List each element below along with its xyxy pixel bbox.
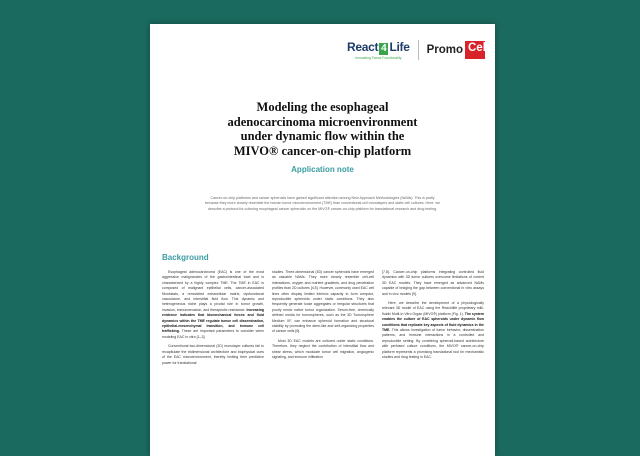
abstract-text: Cancer-on-chip platforms and cancer spheroids have gained significant attention among New Approach Methodologies (NAMs). This is partly because they more closely resemble the human tumor microenvironment (TME) than conventional cell monolayers and static cell cultures. Here, we describe a protocol for culturing esophageal cancer spheroids on the MIVO® cancer-on-chip platform for translational research and drug testing.	[205, 196, 440, 211]
title-line-4: MIVO® cancer-on-chip platform	[233, 143, 412, 158]
promocell-logo	[426, 41, 490, 59]
title-line-2: adenocarcinoma microenvironment	[227, 114, 418, 129]
paragraph: Conventional two-dimensional (2D) monolayer cultures fail to recapitulate the tridimensional architecture and biophysical cues of the EAC microenvironment, thereby limiting their predictive power for translational	[162, 344, 264, 365]
document-title	[150, 100, 495, 158]
paragraph: [7,8]. Cancer-on-chip platforms integrating controlled fluid dynamics with 3D tumor cultures overcome limitations of current 3D EAC models. They have emerged as advanced NAMs capable of bridging the gap between conventional in vitro assays and in vivo models [9].	[382, 270, 484, 296]
document-page	[150, 24, 495, 456]
paragraph: Most 3D EAC models are cultured under static conditions. Therefore, they neglect the contribution of interstitial flow and shear stress, which modulate tumor cell migration, angiogenic signaling, and immune infiltration	[272, 338, 374, 360]
document-subtitle: Application note	[291, 165, 354, 174]
body-column-2	[272, 270, 374, 365]
logo-bar	[346, 39, 490, 60]
react4life-tagline: Innovating Tissue Functionality	[355, 55, 402, 60]
paragraph: Here, we describe the development of a physiologically relevant 3D model of EAC using the React4life proprietary milli-fluidic Multi-In Vitro Organ (MIVO®) platform (Fig. 1). The system enables the culture of EAC spheroids under dynamic flow conditions that replicate key aspects of fluid dynamics in the TME. This allows investigation of tumor behavior, dissemination patterns, and immune interactions in a controlled and reproducible setting. By combining spheroid-based architecture with perfused culture conditions, the MIVO® cancer-on-chip platform represents a promising translational tool for mechanistic studies and drug testing in EAC.	[382, 301, 484, 360]
react4life-logo-part2: Life	[389, 39, 410, 54]
paragraph: Esophageal adenocarcinoma (EAC) is one of the most aggressive malignancies of the gastrointestinal tract and is characterized by a highly complex TME. The TME in EAC is composed of malignant epithelial cells, cancer-associated fibroblasts, a remodeled extracellular matrix, dysfunctional vasculature, and interstitial fluid flow. This dynamic and heterogeneous niche plays a pivotal role in tumor growth, invasion, immunoevasion, and therapeutic resistance. Increasing evidence indicates that biomechanical forces and fluid dynamics within the TME regulate tumor cell dissemination, epithelial-mesenchymal transition, and immune cell trafficking. These are important parameters to consider when modeling EAC in vitro [1–3].	[162, 270, 264, 339]
title-line-1: Modeling the esophageal	[256, 100, 389, 114]
body-column-1	[162, 270, 264, 370]
react4life-logo	[347, 41, 410, 60]
promocell-logo-part1: Promo	[426, 44, 463, 56]
body-column-3	[382, 270, 484, 365]
section-header-background: Background	[162, 253, 209, 262]
react4life-logo-number: 4	[381, 42, 387, 54]
promocell-logo-part2: Cell	[468, 42, 490, 54]
logo-divider	[418, 40, 419, 60]
react4life-logo-part1: React	[346, 39, 379, 54]
paragraph: studies. Three-dimensional (3D) cancer spheroids have emerged as valuable NAMs. They more closely resemble cell-cell interactions, oxygen and nutrient gradients, and drug penetration profiles than 2D cultures [4,5]. However, commonly used EAC cell lines often display limited intrinsic capacity to form compact, reproducible spheroids under static conditions. They also frequently generate loose aggregates or irregular structures that poorly mimic native tumor organization. Serum-free, chemically defined media for tumorspheres, such as the 3D Tumorsphere Medium XF, can enhance spheroid formation and structural stability by promoting the stem-like and self-organizing properties of cancer cells [6].	[272, 270, 374, 334]
title-line-3: under dynamic flow within the	[240, 129, 405, 143]
